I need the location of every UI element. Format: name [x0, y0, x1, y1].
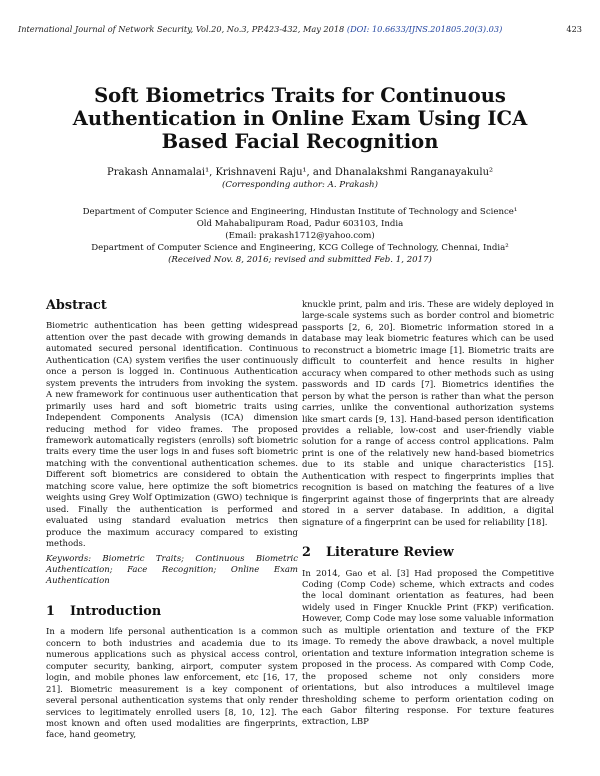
author-block — [20, 166, 580, 192]
doi-link[interactable]: (DOI: 10.6633/IJNS.201805.20(3).03) — [346, 24, 503, 34]
running-header — [18, 24, 582, 34]
page-number: 423 — [566, 24, 582, 34]
author-list: Prakash Annamalai¹, Krishnaveni Raju¹, and Dhanalakshmi Ranganayakulu² — [106, 167, 494, 178]
literature-review-heading — [302, 545, 554, 561]
introduction-heading — [46, 603, 298, 619]
introduction-continued-text: knuckle print, palm and iris. These are widely deployed in large-scale systems such as border control and biometric passports [2, 6, 20]. Biometric information stored in a database may leak biometric features which can be used to reconstruct a biometric image [1]. Biometric traits are difficult to counterfeit and hence results in higher accuracy when compared to other methods such as using passwords and ID cards [7]. Biometrics identifies the person by what the person is rather than what the person carries, unlike the conventional authorization systems like smart cards [9, 13]. Hand-based person identification provides a reliable, low-cost and user-friendly viable solution for a range of access control applications. Palm print is one of the relatively new hand-based biometrics due to its stable and unique characteristics [15]. Authentication with respect to fingerprints implies that recognition is based on matching the features of a live fingerprint against those of fingerprints that are already stored in a server database. In addition, a digital signature of a fingerprint can be used for reliability [18]. — [302, 300, 554, 528]
section-number: 2 — [302, 545, 311, 561]
abstract-text: Biometric authentication has been getting widespread attention over the past decade with growing demands in automated secured personal identification. Continuous Authentication (CA) system verifies the user continuously once a person is logged in. Continuous Authentication system prevents the intruders from invoking the system. A new framework for continuous user authentication that primarily uses hard and soft biometric traits using Independent Components Analysis (ICA) dimension reducing method for video frames. The proposed framework automatically registers (enrolls) soft biometric traits every time the user logs in and fuses soft biometric matching with the conventional authentication schemes. Different soft biometrics are considered to obtain the matching score value, here optimize the soft biometrics weights using Grey Wolf Optimization (GWO) technique is used. Finally the authentication is performed and evaluated using standard evaluation metrics then produce the maximum accuracy compared to existing methods. — [46, 321, 298, 550]
affiliation-2: Department of Computer Science and Engineering, KCG College of Technology, Chennai, India² — [91, 243, 509, 253]
section-title: Literature Review — [326, 545, 454, 561]
affiliation-1: Department of Computer Science and Engineering, Hindustan Institute of Technology and Science¹ — [82, 207, 518, 217]
literature-review-text: In 2014, Gao et al. [3] Had proposed the Competitive Coding (Comp Code) scheme, which extracts and codes the local dominant orientation as features, had been widely used in Finger Knuckle Print (FKP) verification. However, Comp Code may lose some valuable information such as multiple orientation and texture of the FKP image. To remedy the above drawback, a novel multiple orientation and texture information integration scheme is proposed in the process. As compared with Comp Code, the proposed scheme not only considers more orientations, but also introduces a multilevel image thresholding scheme to perform orientation coding on each Gabor filtering response. For texture features extraction, LBP — [302, 568, 554, 728]
paper-title: Soft Biometrics Traits for Continuous Authentication in Online Exam Using ICA Based Facial Recognition — [72, 84, 528, 153]
affiliation-address: Old Mahabalipuram Road, Padur 603103, India — [196, 219, 404, 229]
journal-citation: International Journal of Network Security, Vol.20, No.3, PP.423-432, May 2018 — [18, 24, 345, 34]
abstract-heading: Abstract — [46, 298, 107, 313]
corresponding-author: (Corresponding author: A. Prakash) — [222, 180, 378, 190]
left-column — [46, 300, 298, 742]
section-number: 1 — [46, 603, 55, 619]
section-title: Introduction — [70, 603, 162, 619]
introduction-text: In a modern life personal authentication is a common concern to both industries and academia due to its numerous applications such as physical access control, computer security, banking, airport, computer system login, and mobile phones law enforcement, etc [16, 17, 21]. Biometric measurement is a key component of several personal authentication systems that only render services to legitimately enrolled users [8, 10, 12]. The most known and often used modalities are fingerprints, face, hand geometry, — [46, 627, 298, 741]
right-column — [302, 300, 554, 729]
affiliation-block — [20, 206, 580, 266]
author-email[interactable]: (Email: prakash1712@yahoo.com) — [225, 231, 375, 241]
submission-dates: (Received Nov. 8, 2016; revised and submitted Feb. 1, 2017) — [168, 255, 432, 265]
keywords: Keywords: Biometric Traits; Continuous Biometric Authentication; Face Recognition; Online Exam Authentication — [46, 553, 298, 587]
